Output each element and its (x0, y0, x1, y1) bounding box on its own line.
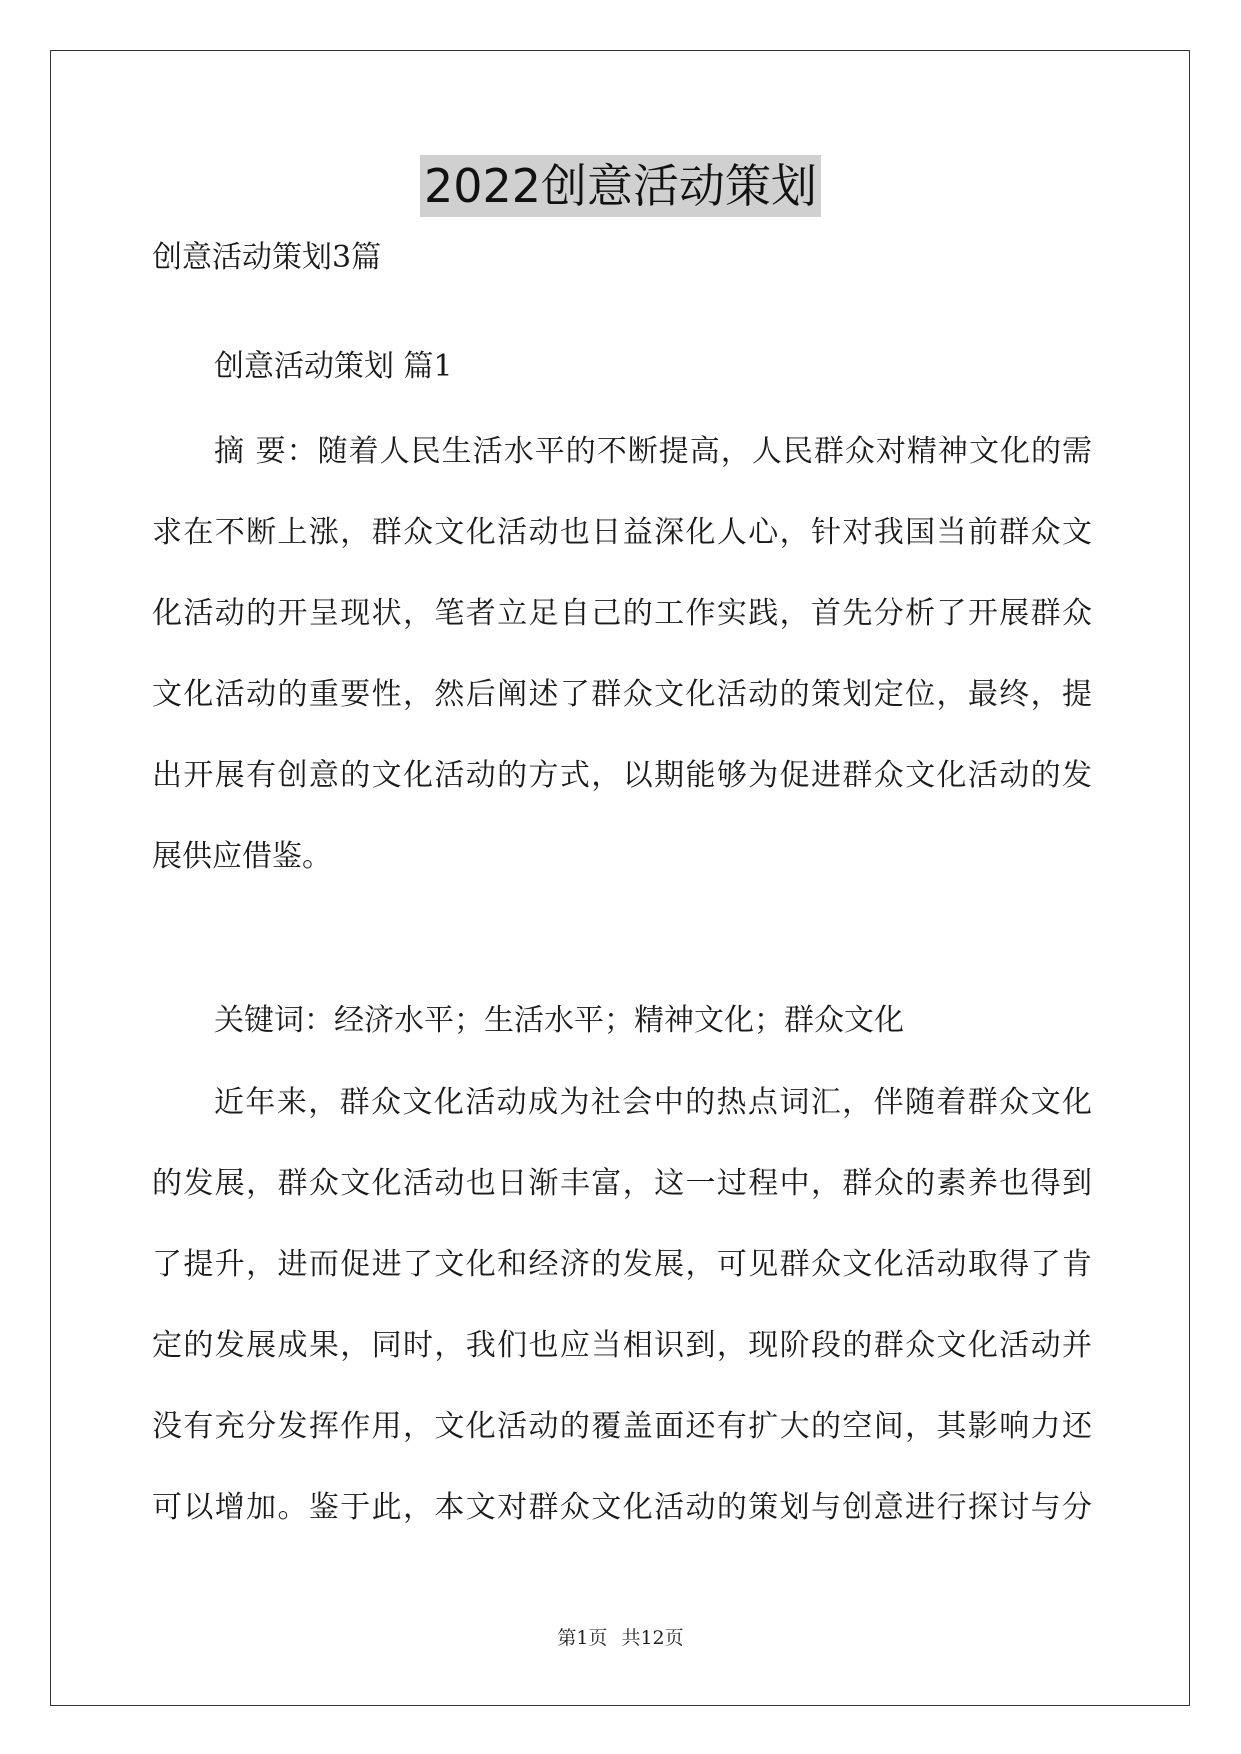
document-subtitle: 创意活动策划3篇 (152, 240, 382, 275)
abstract-line: 展供应借鉴。 (152, 839, 332, 874)
body-line: 没有充分发挥作用，文化活动的覆盖面还有扩大的空间，其影响力还 (152, 1409, 1092, 1444)
abstract-line: 求在不断上涨，群众文化活动也日益深化人心，针对我国当前群众文 (152, 515, 1092, 550)
page-total: 共12页 (621, 1627, 684, 1649)
body-line: 的发展，群众文化活动也日渐丰富，这一过程中，群众的素养也得到 (152, 1166, 1092, 1201)
document-title: 2022创意活动策划 (420, 155, 821, 217)
page-footer (0, 1625, 1241, 1651)
title-container (0, 155, 1241, 217)
abstract-line: 化活动的开呈现状，笔者立足自己的工作实践，首先分析了开展群众 (152, 596, 1092, 631)
abstract-line: 摘 要：随着人民生活水平的不断提高，人民群众对精神文化的需 (214, 434, 1092, 469)
body-line: 可以增加。鉴于此，本文对群众文化活动的策划与创意进行探讨与分 (152, 1490, 1092, 1525)
abstract-line: 文化活动的重要性，然后阐述了群众文化活动的策划定位，最终，提 (152, 677, 1092, 712)
abstract-line: 出开展有创意的文化活动的方式，以期能够为促进群众文化活动的发 (152, 758, 1092, 793)
page-border (50, 50, 1190, 1706)
section-heading: 创意活动策划 篇1 (214, 349, 453, 384)
body-line: 近年来，群众文化活动成为社会中的热点词汇，伴随着群众文化 (214, 1085, 1092, 1120)
body-line: 了提升，进而促进了文化和经济的发展，可见群众文化活动取得了肯 (152, 1247, 1092, 1282)
body-line: 定的发展成果，同时，我们也应当相识到，现阶段的群众文化活动并 (152, 1328, 1092, 1363)
keywords-line: 关键词：经济水平；生活水平；精神文化；群众文化 (214, 1003, 904, 1038)
page-number: 第1页 (557, 1627, 608, 1649)
